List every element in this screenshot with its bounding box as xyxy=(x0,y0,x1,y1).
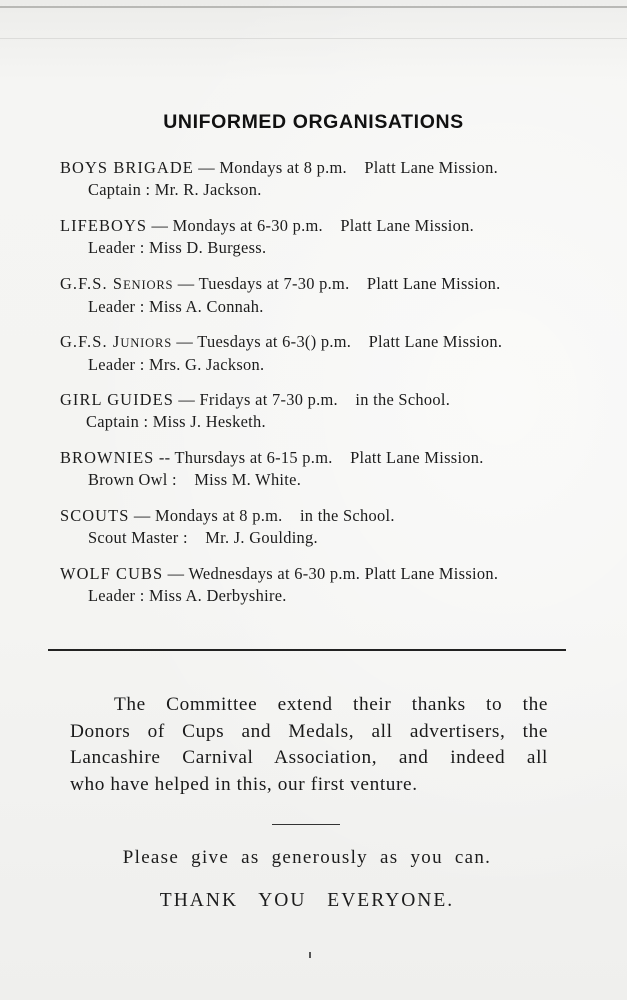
org-location: Platt Lane Mission. xyxy=(368,332,503,351)
org-person: Miss D. Burgess. xyxy=(148,238,267,257)
org-location: in the School. xyxy=(355,390,451,409)
org-role: Brown Owl : xyxy=(88,470,177,489)
org-day-time: Tuesdays at 6-3() p.m. xyxy=(197,332,352,351)
org-dash: — xyxy=(167,564,185,583)
org-location: Platt Lane Mission. xyxy=(364,564,499,583)
section-heading: UNIFORMED ORGANISATIONS xyxy=(163,111,464,133)
org-role: Scout Master : xyxy=(88,528,188,547)
org-role: Leader : xyxy=(88,297,145,316)
org-person: Miss A. Connah. xyxy=(148,297,264,316)
thanks-paragraph xyxy=(70,692,548,798)
org-person: Miss M. White. xyxy=(194,470,302,489)
org-location: Platt Lane Mission. xyxy=(366,274,501,293)
org-day-time: Wednesdays at 6-30 p.m. xyxy=(188,564,361,583)
short-divider xyxy=(272,824,340,825)
org-girl-guides xyxy=(60,389,600,433)
org-name: G.F.S. SENIORS xyxy=(60,274,174,293)
org-name: BOYS BRIGADE xyxy=(60,158,194,177)
thanks-line: Lancashire Carnival Association, and indeed all xyxy=(70,747,548,768)
org-gfs-seniors xyxy=(60,273,600,318)
org-role: Leader : xyxy=(88,586,145,605)
page-top-edge xyxy=(0,6,627,8)
org-day-time: Fridays at 7-30 p.m. xyxy=(199,390,338,409)
org-scouts xyxy=(60,505,600,549)
org-dash: — xyxy=(151,216,169,235)
org-wolf-cubs xyxy=(60,563,600,607)
page-crease xyxy=(0,38,627,39)
org-name: G.F.S. JUNIORS xyxy=(60,332,173,351)
org-name: SCOUTS xyxy=(60,506,130,525)
org-day-time: Thursdays at 6-15 p.m. xyxy=(174,448,333,467)
org-boys-brigade xyxy=(60,157,600,201)
closing-text: THANK YOU EVERYONE. xyxy=(159,890,455,911)
section-divider xyxy=(48,649,566,651)
org-dash: — xyxy=(177,274,195,293)
org-dash: — xyxy=(133,506,151,525)
org-role: Leader : xyxy=(88,238,145,257)
org-person: Miss J. Hesketh. xyxy=(152,412,266,431)
org-role: Captain : xyxy=(88,180,151,199)
org-gfs-juniors xyxy=(60,331,600,376)
org-day-time: Mondays at 8 p.m. xyxy=(219,158,347,177)
org-location: Platt Lane Mission. xyxy=(364,158,499,177)
org-name: BROWNIES xyxy=(60,448,155,467)
org-person: Mrs. G. Jackson. xyxy=(148,355,265,374)
org-lifeboys xyxy=(60,215,600,259)
org-day-time: Tuesdays at 7-30 p.m. xyxy=(198,274,350,293)
appeal-text: Please give as generously as you can. xyxy=(122,847,492,868)
org-name: GIRL GUIDES xyxy=(60,390,174,409)
org-name: WOLF CUBS xyxy=(60,564,164,583)
org-dash: — xyxy=(198,158,215,177)
org-dash: — xyxy=(178,390,196,409)
org-day-time: Mondays at 8 p.m. xyxy=(154,506,283,525)
org-day-time: Mondays at 6-30 p.m. xyxy=(172,216,323,235)
org-person: Miss A. Derbyshire. xyxy=(148,586,287,605)
org-name: LIFEBOYS xyxy=(60,216,148,235)
org-brownies xyxy=(60,447,600,491)
org-dash: -- xyxy=(158,448,171,467)
org-person: Mr. R. Jackson. xyxy=(154,180,262,199)
org-person: Mr. J. Goulding. xyxy=(205,528,318,547)
thanks-line: who have helped in this, our first venture. xyxy=(70,773,418,795)
org-location: in the School. xyxy=(299,506,395,525)
org-location: Platt Lane Mission. xyxy=(340,216,475,235)
print-speck xyxy=(309,952,311,958)
thanks-line: The Committee extend their thanks to the xyxy=(114,694,548,715)
org-role: Captain : xyxy=(86,412,149,431)
thanks-line: Donors of Cups and Medals, all advertisers, the xyxy=(70,720,548,742)
org-role: Leader : xyxy=(88,355,145,374)
org-dash: — xyxy=(176,332,194,351)
org-location: Platt Lane Mission. xyxy=(350,448,484,467)
